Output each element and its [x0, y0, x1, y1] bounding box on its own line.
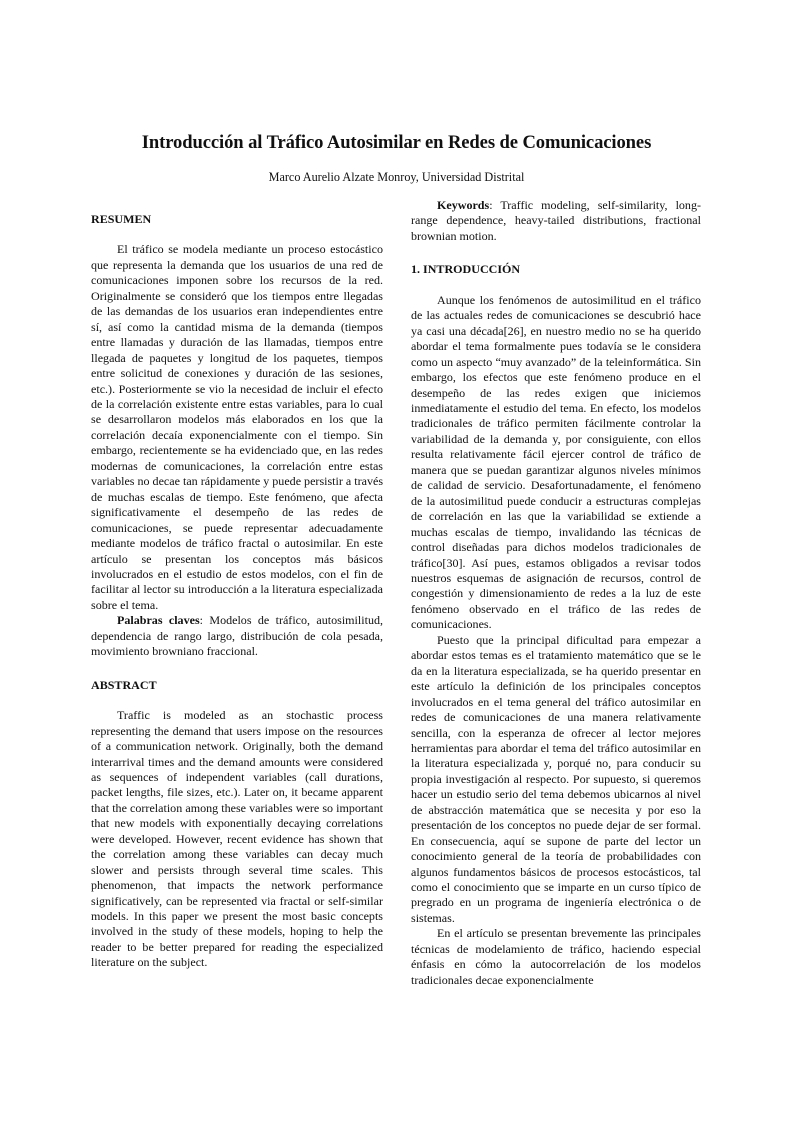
- palabras-claves-text: : Modelos de tráfico, autosimilitud, dependencia de rango largo, distribución de cola pesada, movimiento browniano fraccional.: [91, 613, 383, 659]
- introduccion-heading: 1. INTRODUCCIÓN: [411, 262, 521, 277]
- right-column: [411, 198, 701, 988]
- keywords-label: Keywords: [437, 198, 490, 212]
- paper-title: Introducción al Tráfico Autosimilar en Redes de Comunicaciones: [141, 132, 652, 153]
- left-column: [91, 212, 383, 971]
- keywords: [411, 198, 701, 244]
- resumen-body: El tráfico se modela mediante un proceso estocástico que representa la demanda que los usuarios de una red de comunicaciones imponen sobre los recursos de la red. Originalmente se consideró que los tiempos entre llegadas de las demandas de los usuarios eran independientes entre sí, así como la cantidad misma de la demanda (tiempos entre llamadas y duración de las llamadas, tiempos entre llegada de paquetes y longitud de los paquetes, tiempos entre solicitud de conexiones y duración de las sesiones, etc.). Posteriormente se vio la necesidad de incluir el efecto de la correlación existente entre estas variables, para lo cual se desarrollaron modelos más elaborados en los que la correlación decaía exponencialmente con el tiempo. Sin embargo, recientemente se ha evidenciado que, en las redes modernas de comunicaciones, la correlación entre estas variables no decae tan rápidamente y puede persistir a través de muchas escalas de tiempo. Este fenómeno, que afecta significativamente el desempeño de las redes de comunicaciones, se puede representar adecuadamente mediante modelos de tráfico fractal o autosimilar. En este artículo se presentan los conceptos más básicos involucrados en el estudio de estos modelos, con el fin de facilitar al lector su introducción a la literatura especializada sobre el tema.: [91, 242, 384, 612]
- intro-paragraph-2: Puesto que la principal dificultad para empezar a abordar estos temas es el tratamiento matemático que se le da en la literatura especializada, se ha querido presentar en este artículo la definición de los principales conceptos involucrados en el tema general del tráfico autosimilar en redes de comunicaciones de una manera relativamente sencilla, con la esperanza de ofrecer al lector mejores herramientas para abordar el tema del tráfico autosimilar en la literatura especializada y, porqué no, para conducir su propia investigación al respecto. Por supuesto, si queremos hacer un estudio serio del tema debemos ubicarnos al nivel de abstracción matemática que se necesita y por eso la presentación de los conceptos no puede dejar de ser formal. En consecuencia, aquí se supone de parte del lector un conocimiento general de la teoría de probabilidades con algunos fundamentos básicos de procesos estocásticos, tal como el conocimiento que se imparte en un curso típico de pregrado en un programa de ingeniería electrónica o de sistemas.: [411, 632, 701, 925]
- abstract-body: Traffic is modeled as an stochastic process representing the demand that users impose on the resources of a communication network. Originally, both the demand interarrival times and the demand amounts were considered as sequences of independent variables (call durations, packet lengths, file sizes, etc.). Later on, it became apparent that the correlation among these variables were so important that new models with exponentially decaying correlations were developed. However, recent evidence has shown that the correlation among these variables can decay much slower and persists through several time scales. This phenomenon, that impacts the network performance significatively, can be represented via fractal or self-similar models. In this paper we present the most basic concepts involved in the study of these models, hoping to help the reader to be better prepared for reading the especialized literature on the subject.: [91, 708, 383, 970]
- keywords-text: : Traffic modeling, self-similarity, long-range dependence, heavy-tailed distributions, fractional brownian motion.: [411, 198, 701, 243]
- author-line: Marco Aurelio Alzate Monroy, Universidad Distrital: [268, 170, 525, 184]
- intro-paragraph-3: En el artículo se presentan brevemente las principales técnicas de modelamiento de tráfico, haciendo especial énfasis en cómo la autocorrelación de los modelos tradicionales decae exponencialmente: [411, 926, 701, 987]
- palabras-claves-label: Palabras claves: [117, 613, 200, 628]
- resumen-heading: RESUMEN: [91, 212, 152, 226]
- palabras-claves: [91, 613, 383, 659]
- abstract-heading: ABSTRACT: [91, 677, 157, 692]
- intro-paragraph-1: Aunque los fenómenos de autosimilitud en el tráfico de las actuales redes de comunicaciones se descubrió hace ya casi una década[26], en nuestro medio no se ha querido abordar el tema formalmente pues todavía se le considera como un aspecto “muy avanzado” de la teleinformática. Sin embargo, los efectos que este fenómeno produce en el desempeño de las redes exigen que iniciemos inmediatamente el estudio del tema. En efecto, los modelos tradicionales de tráfico permiten fácilmente controlar la variabilidad de la demanda y, por consiguiente, con ellos resulta relativamente fácil ejercer control de tráfico de manera que se puedan garantizar algunos niveles mínimos de calidad de servicio. Desafortunadamente, el fenómeno de la autosimilitud puede conducir a estructuras complejas de correlación en las que la variabilidad se extiende a muchas escalas de tiempo, invalidando las técnicas de control diseñadas para dichos modelos tradicionales de tráfico[30]. Así pues, estamos obligados a revisar todos nuestros esquemas de asignación de recursos, control de congestión y dimensionamiento de redes a la luz de este fenómeno observado en el tráfico de las redes de comunicaciones.: [411, 292, 701, 632]
